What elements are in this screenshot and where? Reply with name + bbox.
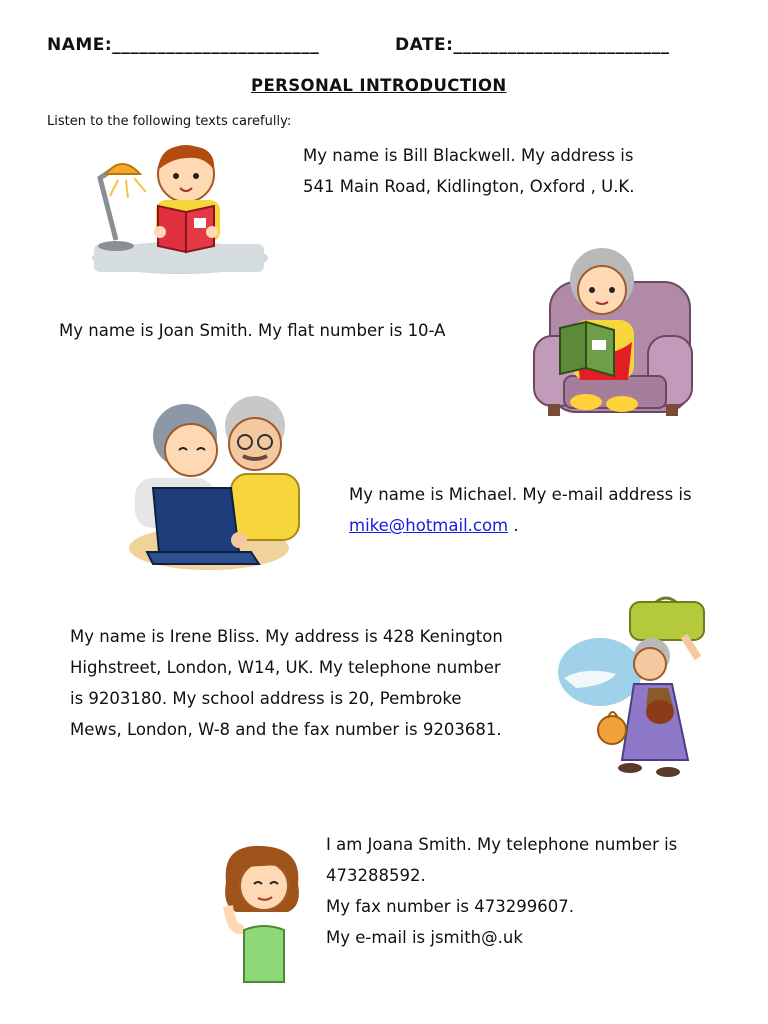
woman-carrying-luggage-illustration: [556, 600, 708, 782]
date-field-label: DATE:________________________: [395, 35, 670, 55]
bill-text-line1: My name is Bill Blackwell. My address is: [303, 146, 634, 165]
irene-text-line3: is 9203180. My school address is 20, Pembroke: [70, 689, 462, 708]
joana-text-line4: My e-mail is jsmith@.uk: [326, 928, 523, 947]
michael-email-period: .: [508, 516, 519, 535]
irene-text-line4: Mews, London, W-8 and the fax number is 9203681.: [70, 720, 502, 739]
michael-text-line2: [349, 510, 519, 541]
michael-text-line1: My name is Michael. My e-mail address is: [349, 485, 692, 504]
grandmother-armchair-illustration: [530, 240, 696, 418]
irene-text-line1: My name is Irene Bliss. My address is 428 Kenington: [70, 627, 503, 646]
irene-text-line2: Highstreet, London, W14, UK. My telephone number: [70, 658, 501, 677]
page-title: PERSONAL INTRODUCTION: [251, 76, 507, 95]
elderly-couple-laptop-illustration: [127, 392, 303, 572]
joana-text-line2: 473288592.: [326, 866, 426, 885]
joan-text-line1: My name is Joan Smith. My flat number is 10-A: [59, 321, 446, 340]
bill-text-line2: 541 Main Road, Kidlington, Oxford , U.K.: [303, 177, 635, 196]
name-field-label: NAME:_______________________: [47, 35, 320, 55]
instruction-text: Listen to the following texts carefully:: [47, 114, 292, 129]
michael-email-link[interactable]: mike@hotmail.com: [349, 516, 509, 535]
joana-text-line1: I am Joana Smith. My telephone number is: [326, 835, 678, 854]
boy-reading-illustration: [88, 140, 270, 278]
joana-text-line3: My fax number is 473299607.: [326, 897, 574, 916]
girl-thinking-illustration: [218, 842, 306, 986]
